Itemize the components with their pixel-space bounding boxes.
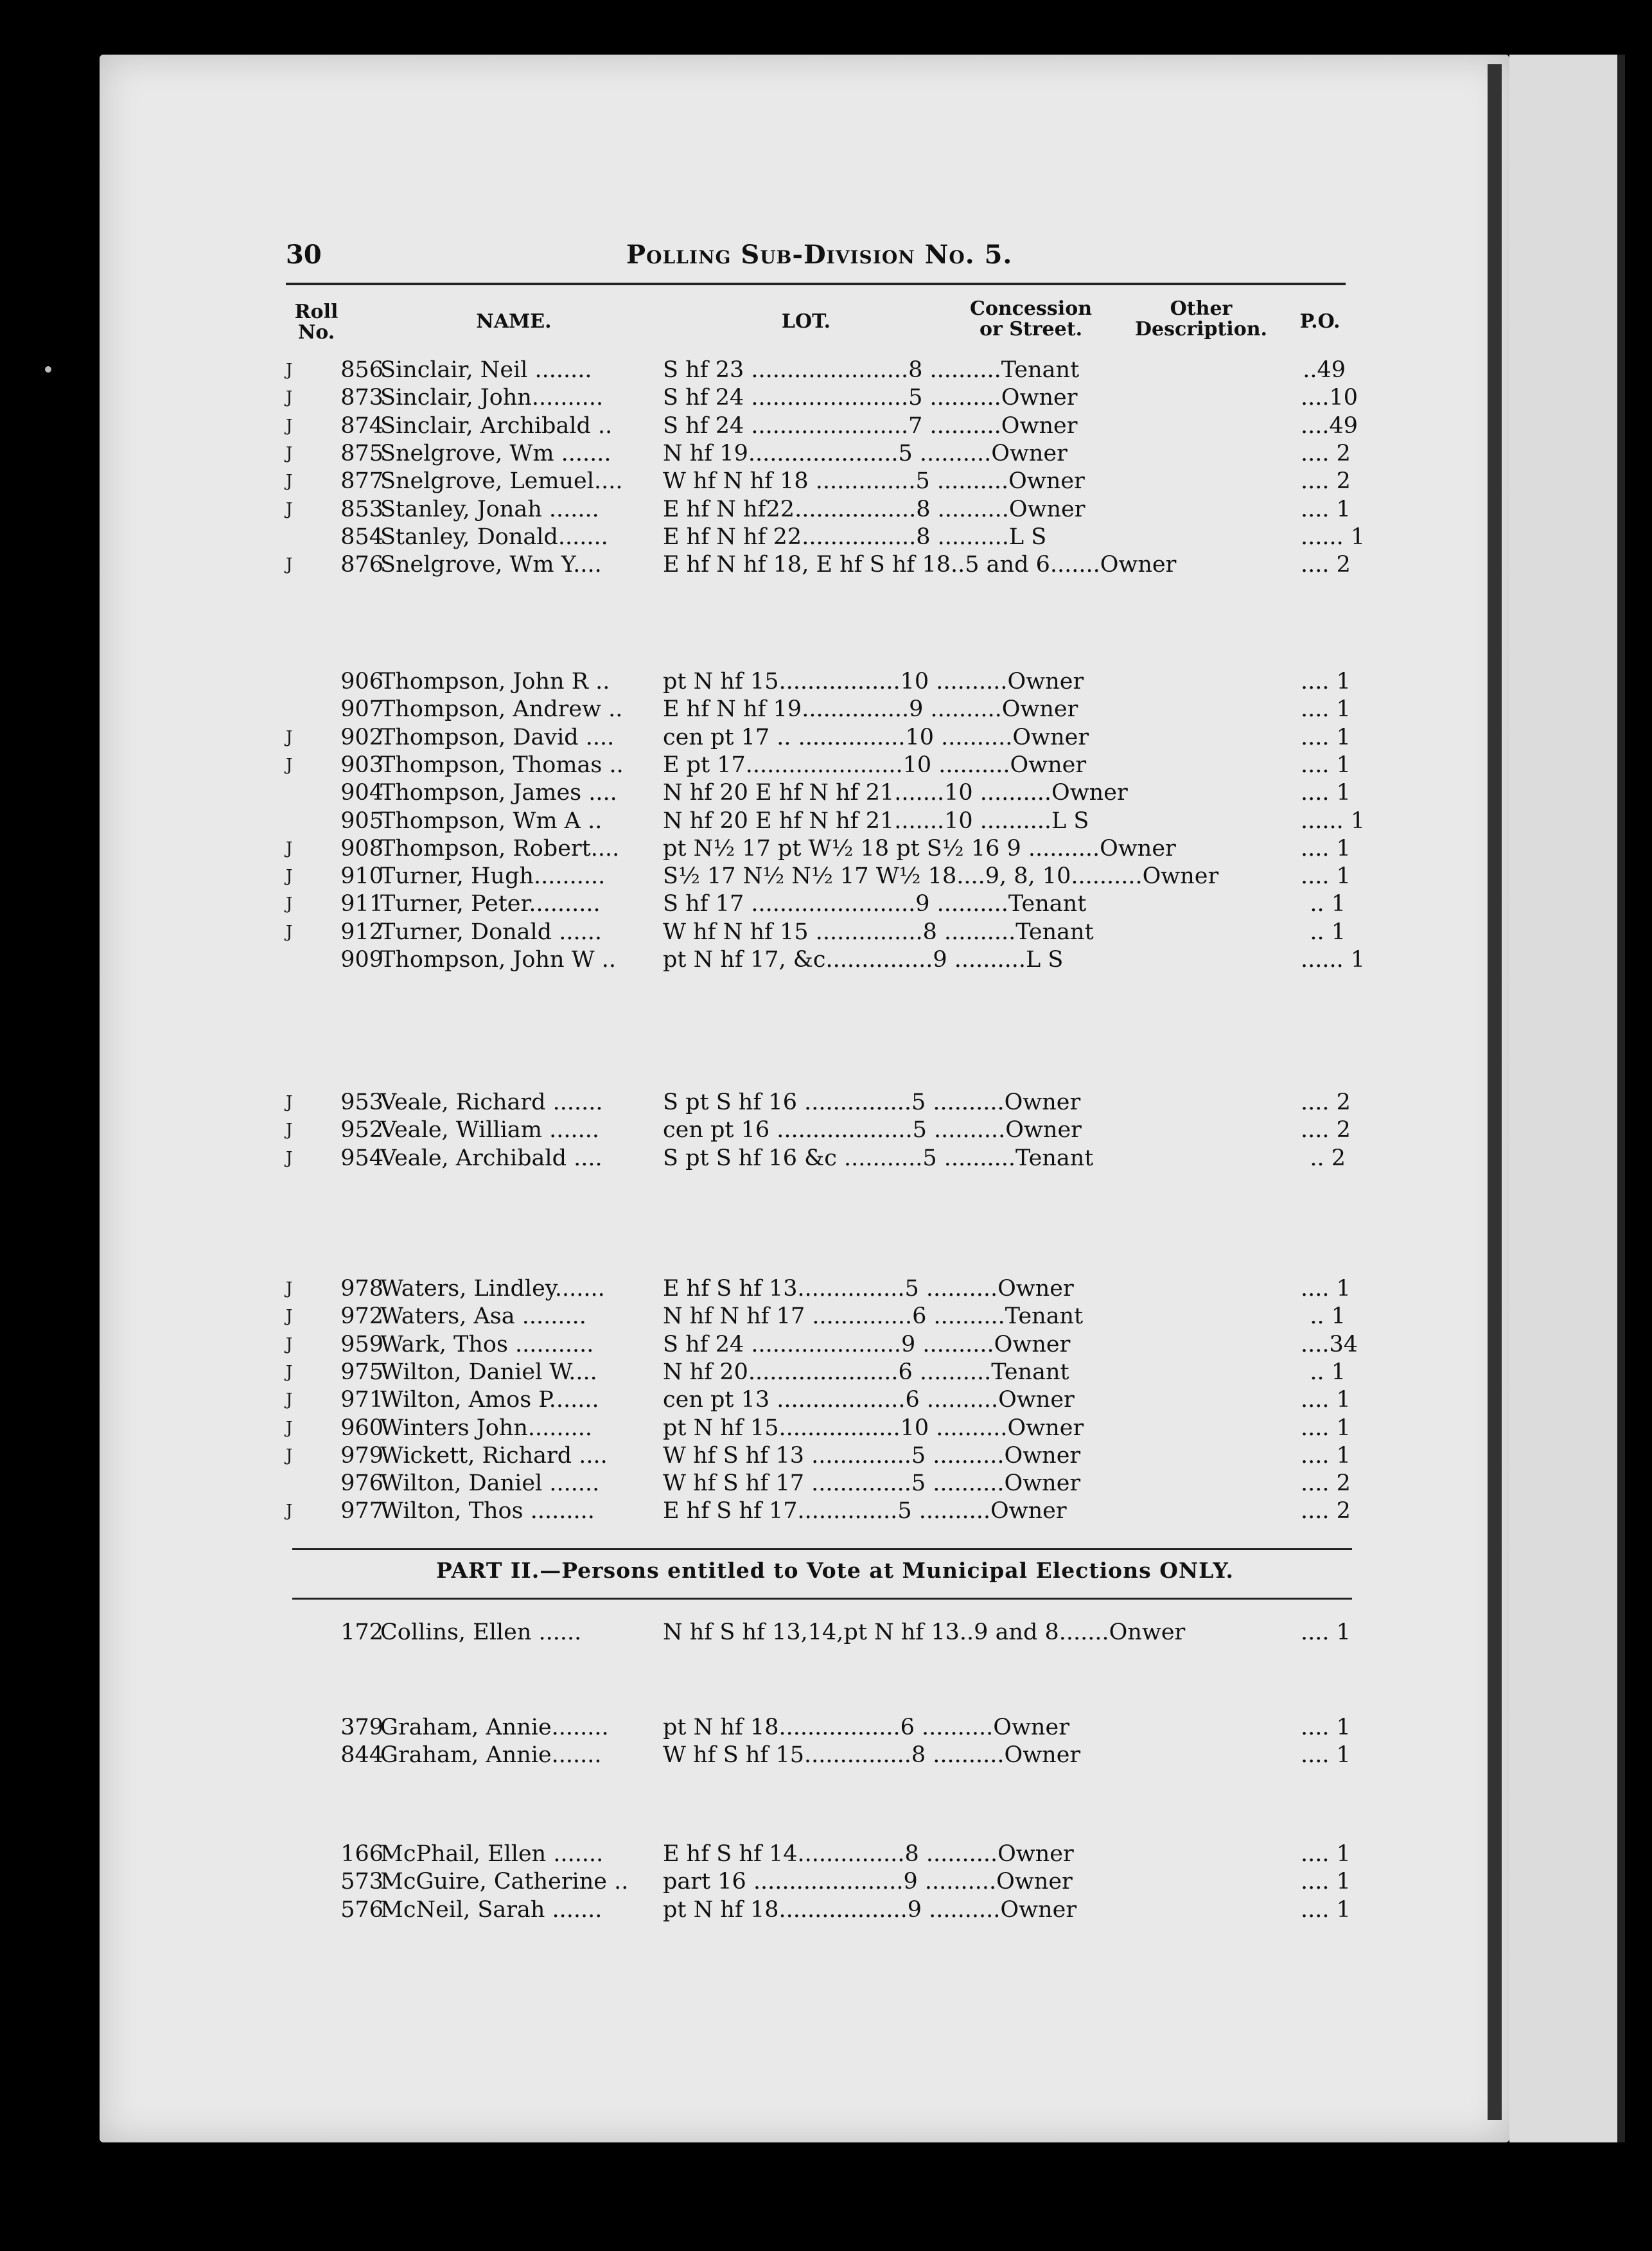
roll-number: 960 — [340, 1415, 383, 1441]
post-office: .... 2 — [1301, 440, 1351, 466]
voter-name: Thompson, John W .. — [380, 947, 617, 973]
voter-row — [257, 524, 1366, 551]
lot-description: pt N hf 17, &c...............9 ..........L S — [663, 947, 1064, 973]
post-office: ...... 1 — [1301, 947, 1366, 973]
col-other-heading: Other Description. — [1135, 297, 1267, 340]
voter-name: Wickett, Richard .... — [380, 1442, 608, 1469]
voter-name: Thompson, John R .. — [380, 669, 610, 694]
voter-row — [257, 1442, 1362, 1470]
voter-name: Stanley, Jonah ....... — [380, 496, 599, 522]
facing-page-edge — [1509, 55, 1625, 2142]
voter-row — [257, 779, 1362, 807]
roll-number: 379 — [340, 1715, 383, 1740]
roll-prefix: J — [286, 1334, 293, 1354]
voter-name: Collins, Ellen ...... — [380, 1620, 582, 1645]
post-office: .... 2 — [1301, 468, 1351, 495]
post-office: .... 2 — [1301, 1117, 1351, 1143]
roll-prefix: J — [286, 838, 293, 858]
lot-description: E hf N hf 19...............9 ..........Owner — [663, 696, 1078, 723]
voter-row — [257, 1386, 1362, 1414]
voter-row — [257, 1331, 1362, 1359]
voter-row — [257, 1089, 1362, 1117]
voter-name: Winters John......... — [380, 1415, 593, 1441]
roll-number: 952 — [340, 1117, 383, 1143]
roll-number: 912 — [340, 919, 383, 945]
voter-name: Graham, Annie....... — [380, 1742, 602, 1769]
roll-prefix: J — [286, 1445, 293, 1465]
roll-prefix: J — [286, 1279, 293, 1298]
voter-name: McPhail, Ellen ....... — [380, 1841, 604, 1867]
roll-number: 909 — [340, 947, 383, 973]
voter-row — [257, 1742, 1362, 1769]
roll-prefix: J — [286, 1362, 293, 1382]
voter-name: Turner, Hugh.......... — [380, 863, 606, 890]
roll-number: 876 — [340, 552, 383, 578]
voter-row — [257, 1497, 1362, 1525]
roll-number: 910 — [340, 863, 383, 890]
voter-name: Thompson, Thomas .. — [380, 752, 624, 778]
lot-description: N hf 20 E hf N hf 21.......10 ..........Owner — [663, 780, 1128, 806]
lot-description: N hf S hf 13,14,pt N hf 13..9 and 8.......Onwer — [663, 1620, 1186, 1645]
post-office: .... 2 — [1301, 1498, 1351, 1524]
voter-row — [257, 496, 1362, 524]
roll-number: 954 — [340, 1145, 383, 1171]
post-office: .... 1 — [1301, 1841, 1351, 1867]
voter-name: Sinclair, Archibald .. — [380, 412, 613, 439]
roll-number: 903 — [340, 752, 383, 778]
voter-name: Veale, Archibald .... — [380, 1145, 602, 1171]
post-office: ....34 — [1301, 1331, 1358, 1357]
post-office: .... 1 — [1301, 669, 1351, 694]
lot-description: S hf 23 ......................8 ..........Tenant — [663, 357, 1080, 383]
voter-row — [257, 696, 1362, 723]
voter-name: McNeil, Sarah ....... — [380, 1896, 602, 1923]
voter-row — [257, 1117, 1362, 1144]
roll-number: 875 — [340, 440, 383, 466]
voter-row — [257, 946, 1366, 974]
voter-row — [257, 1896, 1362, 1924]
post-office: .... 1 — [1301, 1276, 1351, 1302]
voter-name: Veale, William ....... — [380, 1117, 599, 1143]
page-header — [286, 240, 1346, 278]
voter-name: McGuire, Catherine .. — [380, 1869, 629, 1895]
post-office: .... 1 — [1301, 1415, 1351, 1441]
roll-prefix: J — [286, 1501, 293, 1521]
post-office: .... 1 — [1301, 1896, 1351, 1923]
lot-description: cen pt 16 ...................5 ..........Owner — [663, 1117, 1082, 1143]
roll-number: 573 — [340, 1869, 383, 1895]
lot-description: pt N hf 15.................10 ..........Owner — [663, 669, 1084, 694]
lot-description: S pt S hf 16 ...............5 ..........Owner — [663, 1090, 1081, 1115]
post-office: .... 1 — [1301, 1715, 1351, 1740]
lot-description: pt N hf 18..................9 ..........Owner — [663, 1896, 1077, 1923]
lot-description: S hf 24 ......................7 ..........Owner — [663, 412, 1078, 439]
voter-name: Veale, Richard ....... — [380, 1090, 603, 1115]
voter-row — [257, 835, 1362, 863]
roll-number: 975 — [340, 1359, 383, 1385]
lot-description: S½ 17 N½ N½ 17 W½ 18....9, 8, 10..........Owner — [663, 863, 1219, 890]
voter-name: Thompson, Wm A .. — [380, 808, 602, 834]
voter-row — [257, 440, 1362, 468]
col-roll-heading: Roll No. — [294, 301, 338, 344]
voter-row — [257, 1868, 1362, 1896]
roll-number: 877 — [340, 468, 383, 495]
roll-prefix: J — [286, 894, 293, 914]
roll-number: 972 — [340, 1303, 383, 1330]
lot-description: pt N hf 18.................6 ..........Owner — [663, 1715, 1069, 1740]
col-concession-heading: Concession or Street. — [969, 297, 1093, 340]
roll-number: 172 — [340, 1620, 383, 1645]
roll-number: 976 — [340, 1470, 383, 1497]
post-office: .... 1 — [1301, 724, 1351, 750]
roll-number: 978 — [340, 1276, 383, 1302]
post-office: .. 1 — [1310, 891, 1346, 917]
voter-name: Wilton, Amos P....... — [380, 1387, 599, 1413]
voter-row — [257, 551, 1362, 579]
col-lot-heading: LOT. — [781, 310, 831, 333]
roll-number: 906 — [340, 669, 383, 694]
voter-row — [257, 668, 1362, 696]
lot-description: part 16 .....................9 ..........Owner — [663, 1869, 1073, 1895]
voter-row — [257, 863, 1362, 890]
roll-prefix: J — [286, 499, 293, 519]
voter-row — [257, 752, 1362, 779]
voter-name: Waters, Lindley....... — [380, 1276, 605, 1302]
roll-prefix: J — [286, 360, 293, 380]
voter-row — [257, 357, 1362, 384]
header-rule — [286, 283, 1346, 285]
roll-number: 904 — [340, 780, 383, 806]
roll-prefix: J — [286, 1120, 293, 1140]
post-office: .... 1 — [1301, 780, 1351, 806]
voter-row — [257, 890, 1362, 918]
voter-name: Graham, Annie........ — [380, 1715, 609, 1740]
scan-edge — [1617, 55, 1625, 2142]
post-office: .... 1 — [1301, 863, 1351, 890]
voter-row — [257, 1619, 1362, 1646]
voter-row — [257, 1145, 1362, 1172]
lot-description: E hf N hf 22................8 ..........L S — [663, 524, 1047, 550]
post-office: .... 1 — [1301, 496, 1351, 522]
roll-prefix: J — [286, 555, 293, 575]
page-fold-shadow — [1488, 64, 1502, 2120]
voter-row — [257, 468, 1362, 495]
voter-row — [257, 1303, 1362, 1330]
post-office: .... 1 — [1301, 752, 1351, 778]
col-po-heading: P.O. — [1299, 310, 1340, 333]
lot-description: E hf N hf 18, E hf S hf 18..5 and 6.......Owner — [663, 552, 1177, 578]
post-office: .... 1 — [1301, 1620, 1351, 1645]
roll-number: 844 — [340, 1742, 383, 1769]
voter-row — [257, 412, 1362, 440]
roll-prefix: J — [286, 472, 293, 491]
roll-number: 853 — [340, 496, 383, 522]
roll-prefix: J — [286, 867, 293, 887]
lot-description: cen pt 17 .. ...............10 ..........Owner — [663, 724, 1089, 750]
lot-description: pt N½ 17 pt W½ 18 pt S½ 16 9 ..........Owner — [663, 835, 1176, 861]
voter-row — [257, 1470, 1362, 1497]
post-office: .... 1 — [1301, 1869, 1351, 1895]
voter-name: Snelgrove, Lemuel.... — [380, 468, 623, 495]
margin-mark — [45, 366, 51, 373]
lot-description: pt N hf 15.................10 ..........Owner — [663, 1415, 1084, 1441]
part2-heading: PART II.—Persons entitled to Vote at Municipal Elections ONLY. — [435, 1558, 1235, 1583]
voter-row — [257, 1359, 1362, 1386]
voter-name: Stanley, Donald....... — [380, 524, 608, 550]
roll-number: 979 — [340, 1442, 383, 1469]
roll-number: 873 — [340, 385, 383, 411]
roll-prefix: J — [286, 1418, 293, 1438]
roll-number: 977 — [340, 1498, 383, 1524]
roll-number: 959 — [340, 1331, 383, 1357]
roll-prefix: J — [286, 727, 293, 747]
voter-name: Sinclair, John.......... — [380, 385, 604, 411]
lot-description: W hf N hf 18 ..............5 ..........Owner — [663, 468, 1085, 495]
roll-number: 907 — [340, 696, 383, 723]
lot-description: N hf 20 E hf N hf 21.......10 ..........L S — [663, 808, 1089, 834]
roll-number: 576 — [340, 1896, 383, 1923]
lot-description: E hf S hf 17..............5 ..........Owner — [663, 1498, 1067, 1524]
lot-description: E hf S hf 14...............8 ..........Owner — [663, 1841, 1074, 1867]
voter-name: Thompson, James .... — [380, 780, 617, 806]
voter-name: Turner, Peter.......... — [380, 891, 601, 917]
voter-row — [257, 384, 1362, 412]
post-office: .. 2 — [1310, 1145, 1346, 1171]
post-office: ...... 1 — [1301, 524, 1366, 550]
lot-description: cen pt 13 ..................6 ..........Owner — [663, 1387, 1075, 1413]
roll-prefix: J — [286, 922, 293, 942]
roll-number: 908 — [340, 835, 383, 861]
voter-name: Snelgrove, Wm Y.... — [380, 552, 602, 578]
post-office: .... 2 — [1301, 1090, 1351, 1115]
post-office: .. 1 — [1310, 1359, 1346, 1385]
roll-prefix: J — [286, 1148, 293, 1168]
page-number: 30 — [286, 240, 322, 270]
voter-name: Wilton, Daniel ....... — [380, 1470, 600, 1497]
post-office: .... 2 — [1301, 1470, 1351, 1497]
voter-row — [257, 1714, 1362, 1742]
lot-description: W hf N hf 15 ...............8 ..........Tenant — [663, 919, 1094, 945]
lot-description: E pt 17......................10 ..........Owner — [663, 752, 1087, 778]
roll-prefix: J — [286, 443, 293, 463]
voter-name: Sinclair, Neil ........ — [380, 357, 592, 383]
part2-top-rule — [292, 1548, 1352, 1550]
lot-description: S hf 24 .....................9 ..........Owner — [663, 1331, 1071, 1357]
part2-bottom-rule — [292, 1598, 1352, 1600]
roll-prefix: J — [286, 1307, 293, 1327]
roll-number: 856 — [340, 357, 383, 383]
lot-description: N hf 19.....................5 ..........Owner — [663, 440, 1068, 466]
voter-row — [257, 808, 1366, 835]
roll-prefix: J — [286, 755, 293, 775]
lot-description: E hf N hf22.................8 ..........Owner — [663, 496, 1085, 522]
roll-number: 905 — [340, 808, 383, 834]
voter-name: Turner, Donald ...... — [380, 919, 602, 945]
post-office: .... 1 — [1301, 1442, 1351, 1469]
roll-prefix: J — [286, 416, 293, 436]
roll-prefix: J — [286, 1093, 293, 1112]
post-office: .. 1 — [1310, 1303, 1346, 1330]
voter-row — [257, 724, 1362, 752]
voter-name: Thompson, Andrew .. — [380, 696, 623, 723]
post-office: .... 1 — [1301, 835, 1351, 861]
post-office: .... 1 — [1301, 1387, 1351, 1413]
voter-name: Snelgrove, Wm ....... — [380, 440, 611, 466]
voter-row — [257, 919, 1362, 946]
page-title: Polling Sub-Division No. 5. — [626, 240, 1013, 270]
roll-prefix: J — [286, 1390, 293, 1410]
voter-name: Waters, Asa ......... — [380, 1303, 586, 1330]
voter-name: Wilton, Daniel W.... — [380, 1359, 597, 1385]
lot-description: S pt S hf 16 &c ...........5 ..........Tenant — [663, 1145, 1094, 1171]
col-name-heading: NAME. — [476, 310, 552, 333]
roll-prefix: J — [286, 388, 293, 408]
roll-number: 874 — [340, 412, 383, 439]
voter-row — [257, 1415, 1362, 1442]
voter-row — [257, 1275, 1362, 1303]
roll-number: 902 — [340, 724, 383, 750]
lot-description: W hf S hf 13 ..............5 ..........Owner — [663, 1442, 1081, 1469]
post-office: .... 2 — [1301, 552, 1351, 578]
post-office: ..49 — [1303, 357, 1346, 383]
voter-row — [257, 1841, 1362, 1868]
post-office: .... 1 — [1301, 696, 1351, 723]
voter-name: Thompson, Robert.... — [380, 835, 620, 861]
lot-description: S hf 24 ......................5 ..........Owner — [663, 385, 1078, 411]
voter-name: Wilton, Thos ......... — [380, 1498, 595, 1524]
roll-number: 971 — [340, 1387, 383, 1413]
lot-description: N hf N hf 17 ..............6 ..........Tenant — [663, 1303, 1084, 1330]
roll-number: 166 — [340, 1841, 383, 1867]
post-office: ....10 — [1301, 385, 1358, 411]
post-office: ...... 1 — [1301, 808, 1366, 834]
post-office: .... 1 — [1301, 1742, 1351, 1769]
lot-description: W hf S hf 15...............8 ..........Owner — [663, 1742, 1081, 1769]
lot-description: S hf 17 .......................9 ..........Tenant — [663, 891, 1087, 917]
voter-name: Wark, Thos ........... — [380, 1331, 594, 1357]
post-office: ....49 — [1301, 412, 1358, 439]
lot-description: N hf 20.....................6 ..........Tenant — [663, 1359, 1069, 1385]
roll-number: 911 — [340, 891, 383, 917]
roll-number: 953 — [340, 1090, 383, 1115]
lot-description: E hf S hf 13...............5 ..........Owner — [663, 1276, 1074, 1302]
voter-name: Thompson, David .... — [380, 724, 615, 750]
lot-description: W hf S hf 17 ..............5 ..........Owner — [663, 1470, 1081, 1497]
roll-number: 854 — [340, 524, 383, 550]
post-office: .. 1 — [1310, 919, 1346, 945]
